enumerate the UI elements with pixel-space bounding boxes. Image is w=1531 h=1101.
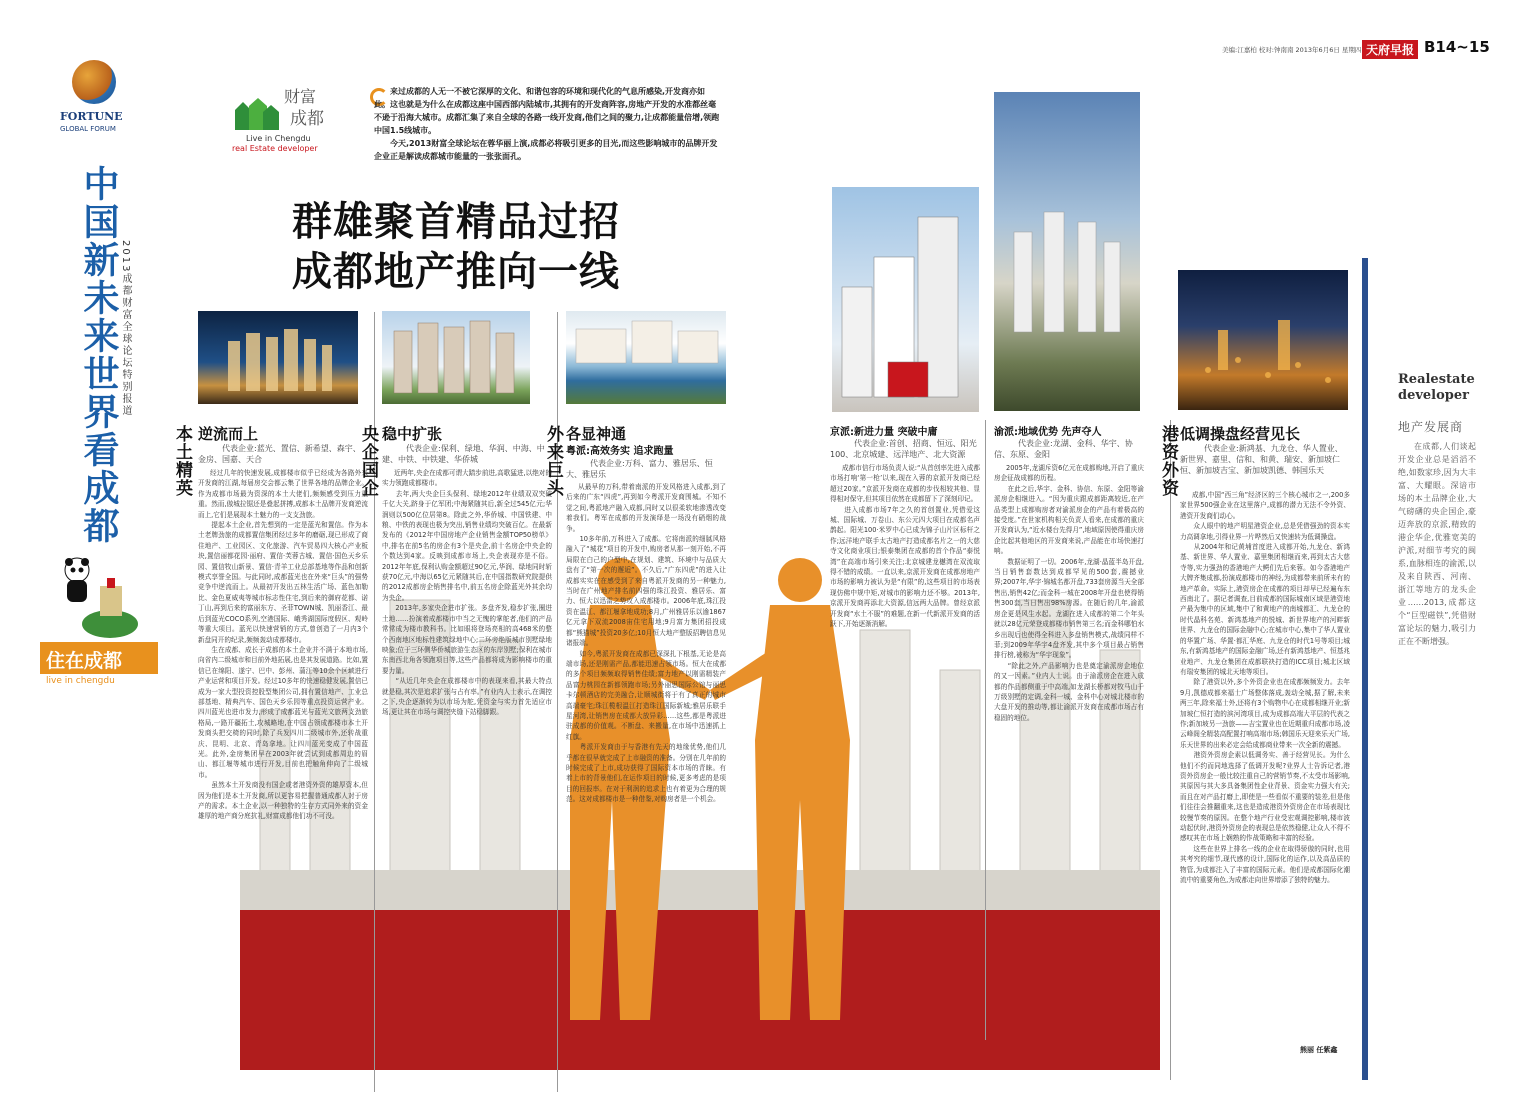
section-outside-vlabel: 外来巨头 [543,425,563,497]
intro-paragraph-1: 来过成都的人无一不被它深厚的文化、和谐包容的环境和现代化的气息所感染,开发商亦如此。这也就是为什么在成都这座中国西部内陆城市,其拥有的开发商阵容,房地产开发的水准都丝毫不逊于沿海大城市。成都汇集了来自全球的各路一线开发商,他们之间的聚力,让成都能量倍增,领跑中国1.5线城市。 [374,87,720,135]
paper-name-badge: 天府早报 [1362,40,1418,59]
section-hk-title: 低调操盘经营见长 [1180,425,1301,443]
section-local-title: 逆流而上 [198,425,259,443]
section-central-title: 稳中扩张 [382,425,443,443]
section-outside-body: 从最早的万科,带着南派的开发风格进入成都,到了后来的广东“四虎”,再到如今粤派开发商围城。不知不觉之间,粤派地产融入成都,同时又以很柔软地渗透改变着我们。粤军在成都的开发演绎是一场没有硝烟的战争。 10多年前,万科进入了成都。它将南派的细腻风格融入了“城花”项目的开发中,购房者从那一刻开始,不再局限在白己的户型中,在规划、建筑、环境中与品质大盘有了“第一次的邂逅”。不久后,“广东四虎”的进入让成都实实在在感受到了来自粤派开发商的另一种魅力,当时在广州地产排名前四强的珠江投资、雅居乐、富力、恒大以迅雷之势攻入成都楼市。2006年底,珠江投资在温江、都江堰拿地成功;8月,广州雅居乐以逾1867亿元拿下双流2008宙住宅用地;9月富力集团招投成都“熊猫城”投资20多亿;10月恒大地产整版招聘信息见诸报端。 如今,粤派开发商在成都已深深扎下根基,无论是高端市场,还是刚需产品,都能迅速占领市场。恒大在成都的多个项目频频取得销售佳绩;富力地产以刚需精装产品富力桃园在新都领跑市场;另外丽思国际公馆与丽思卡尔顿酒店的完美融合,让顺城街将于有了真正的城市高端豪宅;珠江榄根温江打造珠江国际新城;雅居乐联手星河湾,让销售房在成都大放异彩……这些,都是粤派进驻成都的价值观。不断盘、来搬量,在市场中迅速抓上红旗。 粤派开发商由于与香港有先天的地缘优势,他们几乎都在很早就完成了上市融资的准备。分别在几年前的时候完成了上市,成功获得了国际资本市场的青睐。有着上市的背景他们,在运作项目的时候,更多考虑的是项目的回报率。在对于利润的追求上也有着更为合理的规范。这对成都楼市是一种借鉴,对购房者是一个机会。 [566,483,726,804]
brand-cn-2: 成都 [290,109,324,129]
section-chongqing-body: 2005年,龙湖斥资6亿元在成都购地,开启了重庆房企征战成都的历程。 在此之后,华宇、金科、协信、东原、金阳等渝派房企相继进入。“因为重庆跟成都距离较近,在产品类型上成都购房者对渝派房企的产品有着极高的接受度。”在世家机构相关负责人看来,在成都的重庆开发商认为,“近水楼台先得月”,地域原因使得重庆房企比起其他地区的开发商来说,产品能在市场快速打响。 数据证明了一切。2006年,龙湖·晶蓝半岛开盘,当日销售套数达到成都罕见的500套,震撼业界;2007年,华宇·锦城名都开盘,733套房源当天全部售出,销售42亿;而金科一城在2008年开盘也使得销售300套,当日售出98%房源。在随后的几年,渝派房企更是风生水起。龙湖在进入成都的第二个年头就以28亿元荣登成都楼市销售第三名;而金科哪怕水乡出现后也使得全科进入多盘销售模式,战绩同样不菲;到2009年华宇4盘齐发,其中多个项目最占销售排行榜,被称为“华宇现象”。 “除此之外,产品影响力也是奠定渝派房企地位的又一因素。”业内人士说。由于渝派房企在进入成都的作品都侧重于中高端,如龙湖长桥都对牧马山千万级别墅的定调,金科一城、金科中心对城北楼市的大盘开发的推动等,都让渝派开发商在成都市场占有稳固的地位。 [994,464,1144,722]
sidebar-title-en-2: developer [1398,388,1470,403]
column-divider [985,420,986,1040]
panda-illustration [55,552,140,642]
forum-logo-line1: FORTUNE [60,110,123,123]
section-central-vlabel: 央企国企 [358,425,378,497]
headline-line-2: 成都地产推向一线 [292,248,620,295]
section-hk-body: 成都,中国“西三角”经济区的三个核心城市之一,200多家世界500强企业在这里落户,成都的潜力无法不令外资、港资开发商们动心。 众人眼中的地产明星港资企业,总是凭借强劲的资本实力高调拿地,引得业界一片哗然后又快速转为低调操盘。 从2004年和记黄埔首度进入成都开始,九龙仓、新鸿基、新世界、华人置业、嘉里集团相继而来,再到太古大慈寺等,实力强劲的香港地产大鳄们先后来蓉。如今香港地产大牌齐集成都,扮演成都楼市的神经,为成都带来前所未有的地产革命。实际上,港资房企在成都的项目却早已经遍布东西南北了。据记者调查,目前成都的国际城南区域是港资地产最为集中的区域,集中了和黄地产的南城都汇、九龙仓的时代晶科名苑、新鸿基地产的悦城、新世界地产的河畔新世界、九龙仓的国际金融中心;在城市中心,集中了华人置业的华置广场、华置·都汇华庭、九龙仓的时代1号等项目;城东,有新鸿基地产的国际金融广场,还有新鸿基地产、恒基兆业地产、九龙仓集团在成都联袂打造的ICC项目;城北区域有瑞安集团的城北天地等项目。 除了港资以外,多个外资企业也在成都频频发力。去年9月,凯德成都来福士广场整体落成,轰动全城,据了解,未来两三年,除来福士外,还将有3个购物中心在成都相继开业;新加坡仁恒打造的滨河湾项目,成为成都高端大平层的代表之作;新加坡另一劲旅——吉宝置业也在近期重归成都市场,凌云峰阁全精装高配置打响高端市场;韩国乐天迎来乐天广场,乐天世界的出来必定会给成都商业带来一次全新的震撼。 港资外资房企素以低调务实、善于经营见长。为什么他们不约而同地选择了低调开发呢?业界人士告诉记者,港资外资房企一般比较注重自己的营销节奏,不太受市场影响,其原因与其大多具备集团性企业背景、资金实力强大有关;而且在对产品打磨上,即使是一些看似不重要的装差,但是他们往往会推翻重来,这也是造成港资外资房企在市场表现比较慢节奏的原因。在整个地产行业受宏观调控影响,楼市波动起伏时,港资外资房企的表现总是依然稳健,让众人不得不感叹其在市场上娴熟的作战策略和丰富的经验。 这些在世界上排名一线的企业在取得骄傲的同时,也用其考究的细节,现代感的设计,国际化的运作,以及高品质的物管,为成都注入了丰富的国际元素。他们是成都国际化潮流中的重要角色,为成都走向世界增添了独特的魅力。 [1180,491,1350,885]
live-in-chengdu-en: live in chengdu [46,676,115,686]
sidebar-title-en-1: Realestate [1398,372,1475,387]
series-label: 2013成都财富全球论坛特别报道 [120,240,131,418]
section-central-body: 近两年,央企在成都可谓大踏步前进,高歌猛进,以绝对的实力领跑成都楼市。 去年,两大央企巨头保利、绿地2012年业绩双双突破千亿大关,跻身于亿军团;中海紧随其后,新全过545亿元;华润则以500亿位居第8。除此之外,华侨城、中国铁建、中粮、中铁的表现也极为突出,销售业绩均突破百亿。在最新发布的《2012年中国房地产企业销售金额TOP50榜单》中,排名在前5名的房企有3个是央企,前十名房企中央企的个数达到4家。反映到成都市场上,央企表现亦是不俗。2012年年底,保利认购金额超过90亿元,华润、绿地同时斩获70亿元,中海以65亿元紧随其后,在中国指数研究院提供的2012成都房企销售排名中,前五名房企除蓝光外其余均为央企。 2013年,多家央企进市扩张。多盘齐发,稳步扩张,圈进土地……扮演着成都楼市中当之无愧的掌舵者,他们的产品常常成为楼市教科书。比如眼将登场亮相的高468米的整个西南地区地标性建筑绿地中心;二环旁绝版城市别墅绿地映象;位于三环侧华侨城旅游生态区的东岸别墅;保利在城市东南西北角各领跑项目等,这些产品都将成为影响楼市的重要力量。 “从近几年央企在成都楼市中的表现来看,其最大特点就是稳,其次是追求扩张与占有率。”有业内人士表示,在调控之下,央企逐渐转为以市场为舵,凭资金与实力首先适应市场,更让其在市场与调控夹缝下站稳脚跟。 [382,469,552,717]
section-central-kicker: 代表企业:保利、绿地、华润、中海、中建、中铁、中铁建、华侨城 [382,444,545,464]
photo-state-enterprises [382,311,530,404]
photo-beijing-developers [832,187,979,412]
big-title-2: 世界看成都 [78,355,120,545]
column-divider [1170,420,1171,1080]
sidebar-accent-bar [1362,258,1368,1080]
brand-cn-1: 财富 [284,87,317,106]
big-title-1: 中国新未来 [78,165,120,355]
section-beijing-kicker: 代表企业:首创、招商、恒远、阳光100、北京城建、远洋地产、北大资源 [830,439,977,459]
intro-paragraph-2: 今天,2013财富全球论坛在蓉华丽上演,成都必将吸引更多的目光,而这些影响城市的品牌开发企业正是解读成都城市能量的一张张面孔。 [374,139,718,161]
section-outside-subtitle: 粤派:高效务实 追求跑量 [566,446,674,457]
photo-chongqing-developers [994,92,1140,411]
brand-en-2: real Estate developer [232,144,318,153]
globe-icon [72,60,116,104]
section-outside-title: 各显神通 [566,425,627,443]
section-hk-kicker: 代表企业:新鸿基、九龙仓、华人置业、新世界、嘉里、信和、和黄、瑞安、新加坡仁恒、新加坡吉宝、新加坡凯德、韩国乐天 [1180,444,1343,475]
forum-logo-line2: GLOBAL FORUM [60,125,116,133]
section-beijing-body: 成都市信行市场负责人说:“从首创率先进入成都市场打响‘第一枪’以来,现在入蓉的京派开发商已经超过20家。”京派开发商在成都的步伐相较其他、显得相对保守,但其项目依然在成都留下了深刻印记。 进入成都市场7年之久的首创置业,凭借爱这城、国际城、万卷山、东公元四大项目在成都名声鹊起。阳光100·米罗中心已成为锦子山片区标杆之作;远洋地产联手太古地产打造成都名片之一的大慈寺文化商业项目;银泰集团在成都的首个作品“泰悦湾”在高端市场引来关注;北京城建龙樾湾在双流取得不错的成绩。一直以来,京派开发商在成都房地产市场的影响力被认为是“有限”的,这些项目的市场表现仿佛中规中矩,对城市的影响力还不够。2013年,京派开发商再添北大资源,信远两大品牌。曾经京派开发商“水土不服”的难题,在新一代新派开发商的活跃下,开始逐渐消解。 [830,464,980,629]
section-local-body: 经过几年的快速发展,成都楼市似乎已经成为各路外来开发商的江湖,每届房交会都云集了世界各地的品牌企业。作为成都市场最为资深的本土大佬们,频频感受到压力重重。然而,傲城拉锯还是叠起拼搏,成都本土品牌开发商逆流而上,它们是展现本土魅力的一支支劲旅。 提起本土企业,首先想到的一定是蓝光和置信。作为本土老牌劲旅的成都置信集团经过多年的磨砺,现已形成了商住地产、工业园区、文化旅游、汽车贸易四大核心产业板块,置信丽都花园·丽府、置信·芙蓉古城、置信·国色天乡乐园、置信牧山新景、置信·青羊工业总部基地等作品和创新模式享誉全国。与此同时,成都蓝光也在外来“巨头”的强势竞争中逆流而上。从最初开发出五林生活广场、蓝色加勒比、金色夏威夷等城市标志性住宅,到后来的御府花都、诺丁山,再到后来的富丽东方、圣菲TOWN城、凯丽香江、最后到蓝光COCO系列,空港国际、峨秀湖国际度假区、观岭等重大项目。蓝光以快速营销的方式,曾创造了一月内3个新盘同开的纪录,频频轰动成都楼市。 生在成都、成长于成都的本土企业并不满于本地市场,向省内二级城市和目前外地拓展,也是其发展道路。比如,置信已在绵阳、遂宁、巴中、彭州、蒲江等10余个区域进行产业运营和项目开发。经过10多年的快速稳健发展,置信已成为一家大型投资控股型集团公司,拥有置信地产、工业总部基地、精典汽车、国色天乡乐园等重点投资运营产业。四川蓝光也进市发力,形成了成都蓝光与蓝光文旅两支劲旅格局,一路开疆拓土,攻城略地,在中国占领成都楼市本土开发商头把交椅的同时,除了兵发四川二级城市外,还转战重庆、昆明、北京、青岛拿地。让四川蓝光变成了中国蓝光。此外,金房集团早在2003年就尝试到成都周边的眉山、都江堰等城市进行开发,目前也把触角伸向了二级城市。 虽然本土开发商没有国企或者港资外资的雄厚资本,但因为他们是本土开发商,所以更容易把握普通成都人对于房产的需求。本土企业,以一种独特的生存方式同外来的资金雄厚的地产商分庭抗礼,财富成都他们功不可没。 [198,469,368,821]
sidebar-body: 在成都,人们谈起开发企业总是滔滔不绝,如数家珍,因为大丰富、大耀眼。深谙市场的本土品牌企业,大气磅礴的央企国企,豪迈奔放的京派,精致的港企华企,优雅宽美的沪派,对细节考究的闽系,血脉相连的渝派,以及来自陕西、河南、浙江等地方的龙头企业……2013,成都这个“巨型磁铁”,凭借财富论坛的魅力,吸引力正在不断增强。 [1398,442,1476,646]
section-beijing-title: 京派:新进力量 突破中庸 [830,427,938,438]
live-in-chengdu-cn: 住在成都 [46,650,123,672]
sidebar-title-cn: 地产发展商 [1398,420,1464,434]
section-local-kicker: 代表企业:蓝光、置信、新希望、森宇、金房、国嘉、天合 [198,444,361,464]
section-chongqing-kicker: 代表企业:龙湖、金科、华宇、协信、东原、金阳 [994,439,1133,459]
section-local-vlabel: 本土精英 [172,425,192,497]
section-chongqing-title: 渝派:地域优势 先声夺人 [994,427,1102,438]
photo-local-developers [198,311,358,404]
brand-en-1: Live in Chengdu [246,134,311,143]
section-hk-vlabel: 港资外资 [1158,425,1178,497]
photo-hk-foreign-developers [1178,270,1348,410]
section-outside-kicker: 代表企业:万科、富力、雅居乐、恒大、雅居乐 [566,459,713,479]
byline: 熊丽 任紫鑫 [1300,1046,1338,1054]
photo-outside-giants [566,311,726,404]
editor-line: 美编:江嘉柏 校对:钟南南 2013年6月6日 星期四 [1222,46,1362,54]
buildings-logo-icon [233,96,281,130]
headline-line-1: 群雄聚首精品过招 [292,198,620,245]
page-number: B14~15 [1424,38,1490,56]
